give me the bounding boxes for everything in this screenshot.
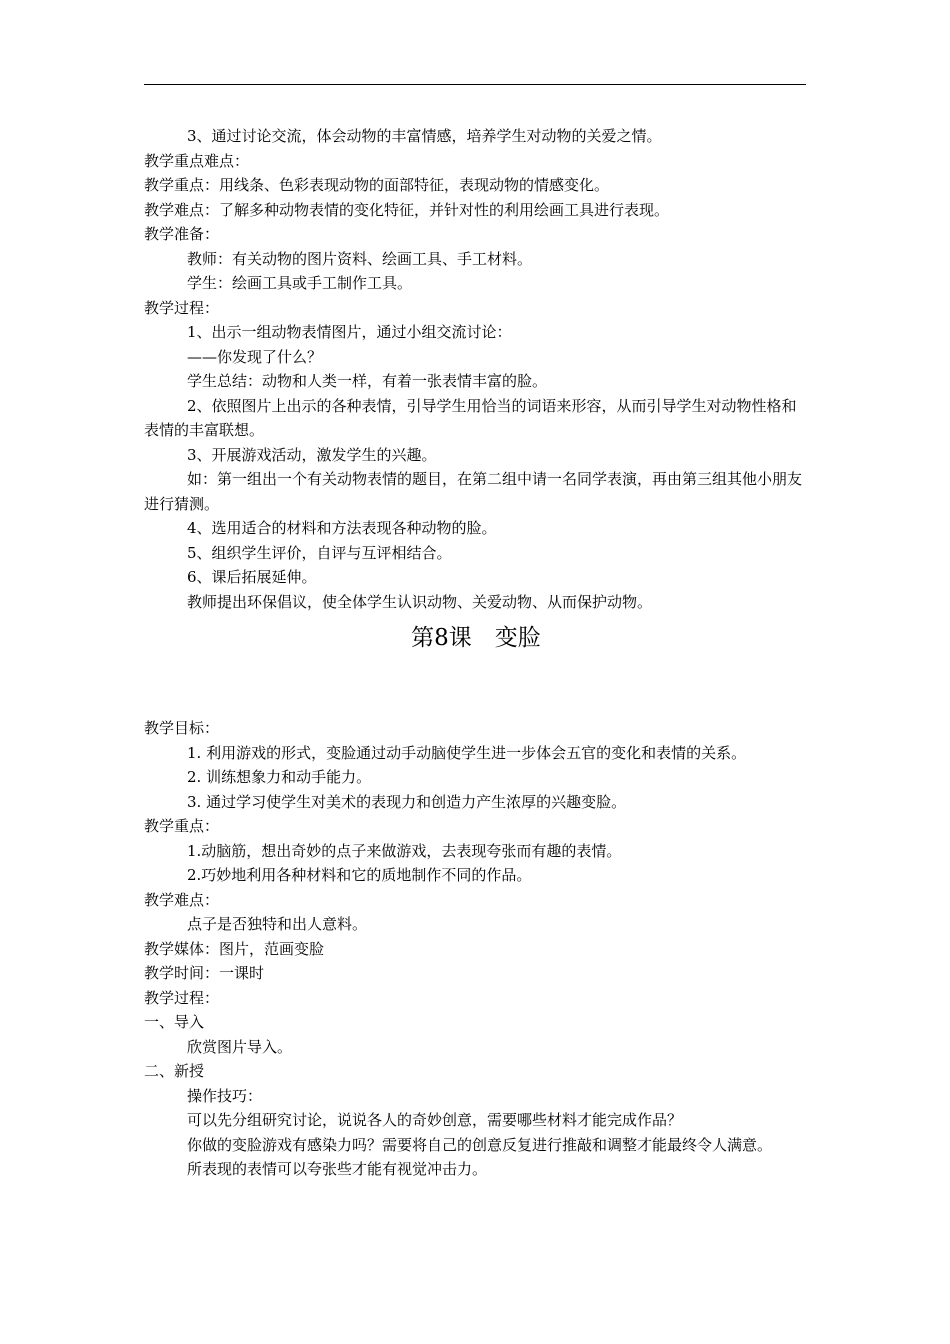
paragraph: 可以先分组研究讨论，说说各人的奇妙创意，需要哪些材料才能完成作品？ <box>187 1111 683 1129</box>
paragraph: 5、组织学生评价，自评与互评相结合。 <box>187 543 452 562</box>
list-item: 1. 利用游戏的形式，变脸通过动手动脑使学生进一步体会五官的变化和表情的关系。 <box>187 743 747 762</box>
heading-key-points: 教学重点难点： <box>144 151 250 170</box>
paragraph: 教师：有关动物的图片资料、绘画工具、手工材料。 <box>187 249 533 268</box>
paragraph: 学生：绘画工具或手工制作工具。 <box>187 274 413 292</box>
paragraph: 如：第一组出一个有关动物表情的题目，在第二组中请一名同学表演，再由第三组其他小朋友进行猜测。 <box>144 470 803 513</box>
paragraph: 1、出示一组动物表情图片，通过小组交流讨论： <box>187 323 512 341</box>
heading-process: 教学过程： <box>144 988 220 1007</box>
heading-difficulty: 教学难点： <box>144 890 220 909</box>
paragraph: 所表现的表情可以夸张些才能有视觉冲击力。 <box>187 1160 488 1178</box>
spacer <box>144 658 808 716</box>
paragraph: 教学媒体：图片，范画变脸 <box>144 939 325 958</box>
paragraph: 2、依照图片上出示的各种表情，引导学生用恰当的词语来形容，从而引导学生对动物性格和表情的丰富联想。 <box>144 396 797 439</box>
paragraph: 你做的变脸游戏有感染力吗？需要将自己的创意反复进行推敲和调整才能最终令人满意。 <box>187 1135 773 1154</box>
heading-new-lesson: 二、新授 <box>144 1062 205 1080</box>
list-item: 1.动脑筋，想出奇妙的点子来做游戏，去表现夸张而有趣的表情。 <box>187 841 622 860</box>
paragraph: 3、通过讨论交流，体会动物的丰富情感，培养学生对动物的关爱之情。 <box>187 127 662 145</box>
list-item: 2.巧妙地利用各种材料和它的质地制作不同的作品。 <box>187 866 532 884</box>
header-rule <box>144 84 806 85</box>
list-item: 2. 训练想象力和动手能力。 <box>187 768 372 786</box>
heading-objectives: 教学目标： <box>144 719 220 737</box>
paragraph: 操作技巧： <box>187 1086 263 1105</box>
lesson-title: 第8课 变脸 <box>411 625 541 651</box>
paragraph: 教学难点：了解多种动物表情的变化特征，并针对性的利用绘画工具进行表现。 <box>144 200 670 219</box>
heading-intro: 一、导入 <box>144 1013 205 1031</box>
paragraph: 欣赏图片导入。 <box>187 1037 293 1056</box>
list-item: 3. 通过学习使学生对美术的表现力和创造力产生浓厚的兴趣变脸。 <box>187 792 627 811</box>
paragraph: 教师提出环保倡议，使全体学生认识动物、关爱动物、从而保护动物。 <box>187 592 653 611</box>
paragraph: ——你发现了什么？ <box>187 347 323 366</box>
paragraph: 4、选用适合的材料和方法表现各种动物的脸。 <box>187 519 497 537</box>
heading-preparation: 教学准备： <box>144 225 220 243</box>
document-body <box>144 124 808 1182</box>
paragraph: 教学重点：用线条、色彩表现动物的面部特征，表现动物的情感变化。 <box>144 176 610 194</box>
paragraph: 点子是否独特和出人意料。 <box>187 915 368 933</box>
paragraph: 教学时间：一课时 <box>144 964 265 982</box>
paragraph: 6、课后拓展延伸。 <box>187 568 317 586</box>
heading-key-points: 教学重点： <box>144 817 220 835</box>
paragraph: 学生总结：动物和人类一样，有着一张表情丰富的脸。 <box>187 372 548 390</box>
paragraph: 3、开展游戏活动，激发学生的兴趣。 <box>187 445 437 464</box>
heading-process: 教学过程： <box>144 298 220 317</box>
